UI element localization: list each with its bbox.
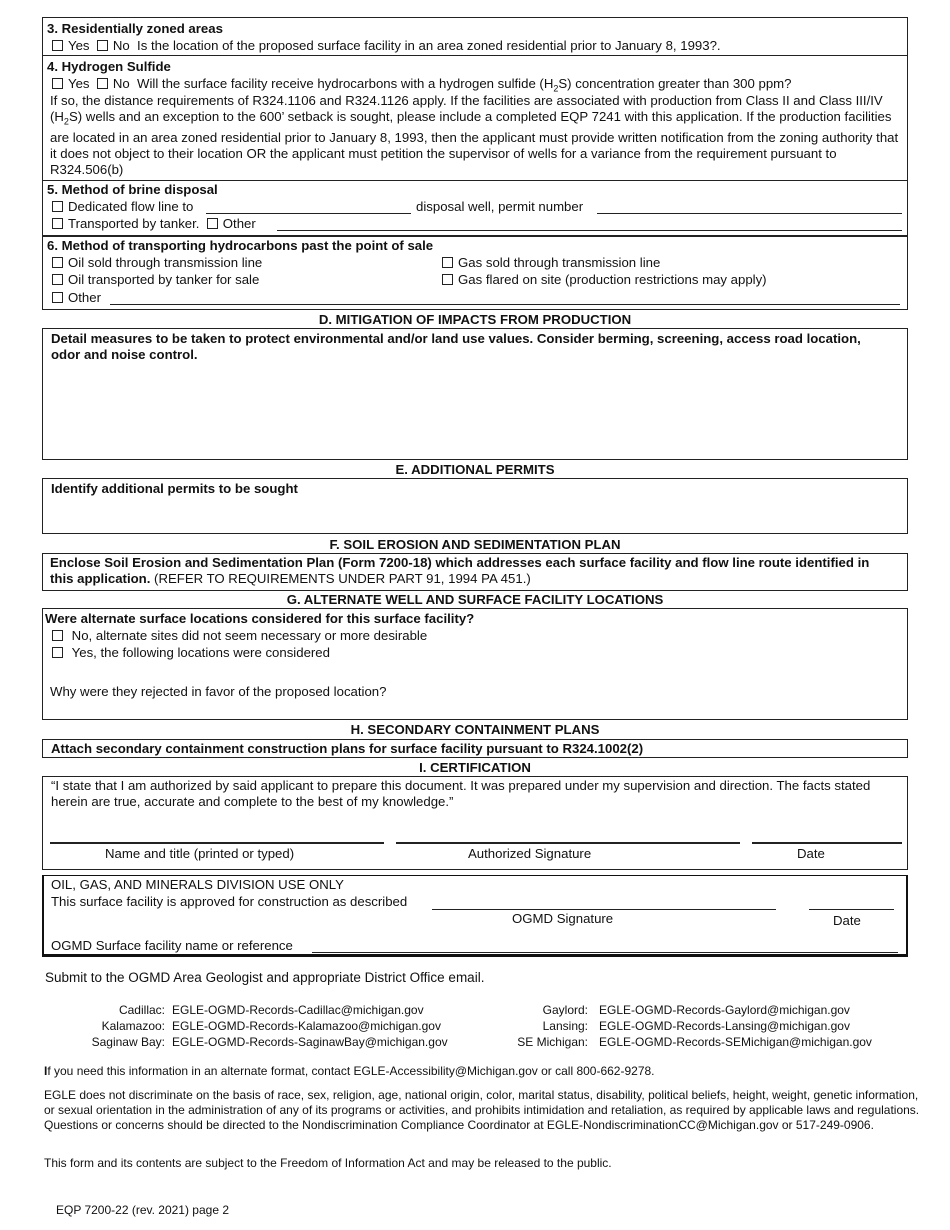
certification-statement: “I state that I am authorized by said applicant to prepare this document. It was prepared under my supervision and direction. The facts stated herein are true, accurate and complete to the best of my knowledge.” — [51, 778, 871, 809]
other-label: Other — [222, 216, 256, 231]
ogmd-facility-ref-label: OGMD Surface facility name or reference — [51, 938, 293, 953]
additional-permits-instructions: Identify additional permits to be sought — [51, 481, 298, 496]
yes-label: Yes — [68, 76, 90, 91]
nondiscrimination-notice: EGLE does not discriminate on the basis of race, sex, religion, age, national origin, color, marital status, disability, political beliefs, height, weight, genetic information, or sexual orientation in the administration of any of its programs or activities, and prohibits intimidation and retaliation, as required by applicable laws and regulations. Questions or concerns should be directed to the Nondiscrimination Compliance Coordinator at EGLE-NondiscriminationCC@Michigan.gov or 517-249-0906. — [44, 1088, 920, 1132]
no-label: No — [112, 38, 130, 53]
office-name-gaylord: Gaylord: — [542, 1003, 588, 1017]
office-email-lansing: EGLE-OGMD-Records-Lansing@michigan.gov — [599, 1019, 850, 1033]
section-f-heading: F. SOIL EROSION AND SEDIMENTATION PLAN — [329, 537, 621, 552]
section-4-title: 4. Hydrogen Sulfide — [47, 59, 171, 74]
h2s-yes-checkbox[interactable] — [52, 78, 63, 89]
gas-transmission-checkbox[interactable] — [442, 257, 453, 268]
other-label: Other — [68, 290, 101, 305]
mitigation-instructions: Detail measures to be taken to protect environmental and/or land use values. Consider berming, screening, access road location, odor and noise control. — [51, 331, 861, 362]
yes-label: Yes — [68, 38, 90, 53]
oil-tanker-row — [52, 272, 259, 287]
oil-tanker-checkbox[interactable] — [52, 274, 63, 285]
accessibility-notice: If you need this information in an alternate format, contact EGLE-Accessibility@Michigan.gov or call 800-662-9278. — [44, 1064, 655, 1078]
section-h-heading: H. SECONDARY CONTAINMENT PLANS — [350, 722, 600, 737]
office-email-cadillac: EGLE-OGMD-Records-Cadillac@michigan.gov — [172, 1003, 424, 1017]
submit-instructions: Submit to the OGMD Area Geologist and appropriate District Office email. — [45, 970, 485, 985]
gas-flared-checkbox[interactable] — [442, 274, 453, 285]
ogmd-approved-label: This surface facility is approved for construction as described — [51, 894, 408, 909]
form-id: EQP 7200-22 (rev. 2021) page 2 — [56, 1203, 230, 1217]
section-3-question-row — [52, 38, 721, 53]
ogmd-heading: OIL, GAS, AND MINERALS DIVISION USE ONLY — [51, 877, 344, 892]
office-email-gaylord: EGLE-OGMD-Records-Gaylord@michigan.gov — [599, 1003, 850, 1017]
brine-other-checkbox[interactable] — [207, 218, 218, 229]
office-name-se-michigan: SE Michigan: — [517, 1035, 588, 1049]
ogmd-signature-label: OGMD Signature — [512, 911, 614, 926]
office-name-lansing: Lansing: — [542, 1019, 588, 1033]
gas-transmission-label: Gas sold through transmission line — [458, 255, 661, 270]
authorized-signature-field[interactable] — [396, 842, 740, 844]
brine-tanker-row — [52, 216, 256, 231]
oil-transmission-row — [52, 255, 262, 270]
office-email-se-michigan: EGLE-OGMD-Records-SEMichigan@michigan.gov — [599, 1035, 872, 1049]
residential-yes-checkbox[interactable] — [52, 40, 63, 51]
rejection-question: Why were they rejected in favor of the proposed location? — [50, 684, 387, 699]
no-label: No — [112, 76, 130, 91]
certification-date-label: Date — [797, 846, 825, 861]
section-6-title: 6. Method of transporting hydrocarbons past the point of sale — [47, 238, 434, 253]
hydrocarbon-other-field[interactable] — [110, 304, 900, 305]
name-title-label: Name and title (printed or typed) — [105, 846, 295, 861]
section-d-heading: D. MITIGATION OF IMPACTS FROM PRODUCTION — [318, 312, 632, 327]
alternate-no-label: No, alternate sites did not seem necessary or more desirable — [71, 628, 428, 643]
ogmd-date-field[interactable] — [809, 909, 894, 910]
h2s-no-checkbox[interactable] — [97, 78, 108, 89]
tanker-checkbox[interactable] — [52, 218, 63, 229]
oil-transmission-checkbox[interactable] — [52, 257, 63, 268]
tanker-label: Transported by tanker. — [68, 216, 200, 231]
alternate-yes-checkbox[interactable] — [52, 647, 63, 658]
authorized-signature-label: Authorized Signature — [468, 846, 592, 861]
office-name-cadillac: Cadillac: — [118, 1003, 165, 1017]
section-e-heading: E. ADDITIONAL PERMITS — [395, 462, 555, 477]
ogmd-facility-ref-field[interactable] — [312, 952, 898, 953]
soil-erosion-instructions: Enclose Soil Erosion and Sedimentation Plan (Form 7200-18) which addresses each surface facility and flow line route identified in this application. (REFER TO REQUIREMENTS UNDER PART 91, 1994 PA 451.) — [50, 555, 870, 586]
gas-flared-label: Gas flared on site (production restrictions may apply) — [458, 272, 767, 287]
gas-flared-row — [442, 272, 767, 287]
name-title-field[interactable] — [50, 842, 384, 844]
h2s-requirements-paragraph: If so, the distance requirements of R324.1106 and R324.1126 apply. If the facilities are associated with production from Class II and Class III/IV $(H_2S)$ wells and an exception to the 600’ setback is sought, please include a completed EQP 7241 with this application. If the production facilities are located in an area zoned residential prior to January 8, 1993, then the applicant must provide written notification from the zoning authority that it does not object to their location OR the applicant must petition the supervisor of wells for a variance from the requirement pursuant to R324.506(b) — [50, 93, 899, 177]
permit-number-field[interactable] — [597, 213, 902, 214]
brine-other-field[interactable] — [277, 230, 902, 231]
section-g-heading: G. ALTERNATE WELL AND SURFACE FACILITY LOCATIONS — [286, 592, 664, 607]
section-i-heading: I. CERTIFICATION — [419, 760, 531, 775]
alternate-no-checkbox[interactable] — [52, 630, 63, 641]
office-email-saginaw-bay: EGLE-OGMD-Records-SaginawBay@michigan.gov — [172, 1035, 448, 1049]
alternate-yes-label: Yes, the following locations were considered — [71, 645, 330, 660]
hydrocarbon-other-checkbox[interactable] — [52, 292, 63, 303]
brine-flow-line-row — [52, 199, 193, 214]
office-email-kalamazoo: EGLE-OGMD-Records-Kalamazoo@michigan.gov — [172, 1019, 441, 1033]
secondary-containment-instructions: Attach secondary containment construction plans for surface facility pursuant to R324.1002(2) — [51, 741, 644, 756]
disposal-well-label: disposal well, permit number — [416, 199, 584, 214]
ogmd-date-label: Date — [833, 913, 861, 928]
hydrocarbon-other-row — [52, 290, 101, 305]
residential-question: Is the location of the proposed surface facility in an area zoned residential prior to January 8, 1993?. — [137, 38, 721, 53]
office-name-kalamazoo: Kalamazoo: — [101, 1019, 165, 1033]
alternate-yes-row — [52, 645, 330, 660]
office-name-saginaw-bay: Saginaw Bay: — [91, 1035, 165, 1049]
flow-line-destination-field[interactable] — [206, 213, 411, 214]
ogmd-signature-field[interactable] — [432, 909, 776, 910]
flow-line-label: Dedicated flow line to — [68, 199, 194, 214]
foia-notice: This form and its contents are subject to the Freedom of Information Act and may be released to the public. — [44, 1156, 612, 1170]
oil-transmission-label: Oil sold through transmission line — [68, 255, 263, 270]
flow-line-checkbox[interactable] — [52, 201, 63, 212]
divider — [42, 55, 908, 56]
residential-no-checkbox[interactable] — [97, 40, 108, 51]
section-3-title: 3. Residentially zoned areas — [47, 21, 223, 36]
section-5-title: 5. Method of brine disposal — [47, 182, 218, 197]
gas-transmission-row — [442, 255, 660, 270]
alternate-no-row — [52, 628, 427, 643]
alternate-locations-question: Were alternate surface locations considered for this surface facility? — [45, 611, 475, 626]
section-4-question-row — [52, 76, 792, 94]
certification-date-field[interactable] — [752, 842, 902, 844]
oil-tanker-label: Oil transported by tanker for sale — [68, 272, 260, 287]
h2s-question: Will the surface facility receive hydrocarbons with a hydrogen sulfide $(H_2S)$ concentration greater than 300 ppm? — [137, 76, 792, 94]
